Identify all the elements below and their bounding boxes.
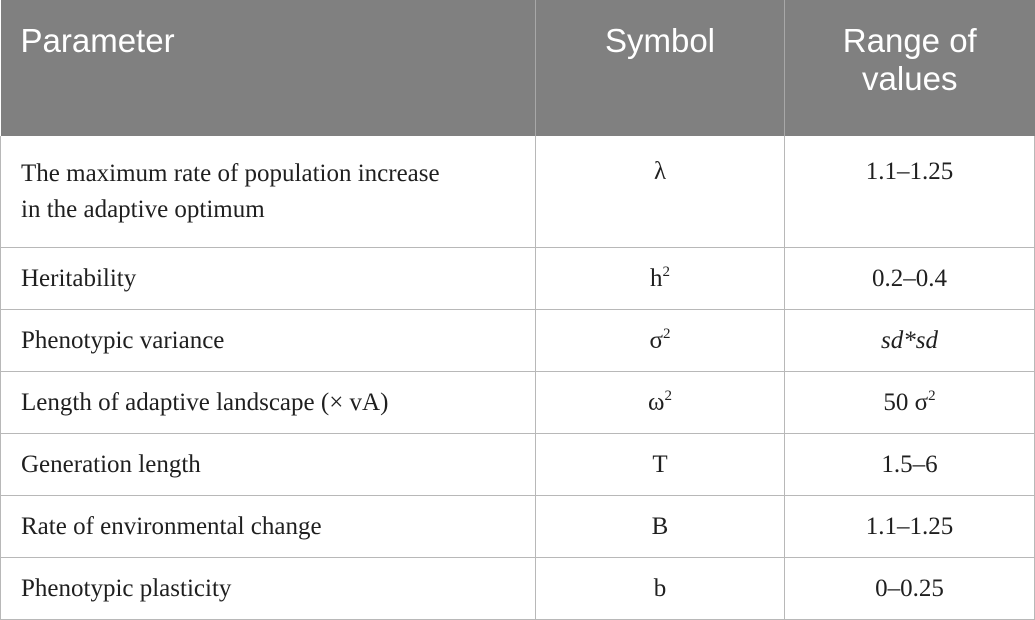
cell-range: 1.1–1.25 [785,136,1035,248]
parameter-text-line2: in the adaptive optimum [21,195,265,223]
header-range-line1: Range of [842,22,977,59]
parameter-text-line1: The maximum rate of population increase [21,159,440,187]
symbol-superscript: 2 [662,263,670,280]
header-range-of-values [785,0,1035,136]
header-parameter: Parameter [1,0,536,136]
cell-symbol: T [536,434,785,496]
table-row [1,136,1035,248]
cell-parameter: Length of adaptive landscape (× vA) [1,372,536,434]
cell-parameter: Rate of environmental change [1,496,536,558]
cell-range: 1.1–1.25 [785,496,1035,558]
symbol-base: h [650,264,663,292]
table-row [1,248,1035,310]
cell-parameter: Heritability [1,248,536,310]
table-row [1,558,1035,620]
cell-range: 0.2–0.4 [785,248,1035,310]
cell-symbol [536,248,785,310]
cell-parameter: Generation length [1,434,536,496]
symbol-superscript: 2 [662,325,671,342]
table-row [1,372,1035,434]
cell-symbol: b [536,558,785,620]
cell-symbol: λ [536,136,785,248]
cell-symbol [536,372,785,434]
cell-symbol: B [536,496,785,558]
header-row [1,0,1035,136]
symbol-base: ω [648,388,665,416]
cell-parameter [1,136,536,248]
cell-symbol [536,310,785,372]
cell-range: sd*sd [785,310,1035,372]
table-row [1,310,1035,372]
cell-parameter: Phenotypic variance [1,310,536,372]
symbol-superscript: 2 [664,387,672,404]
table-row [1,434,1035,496]
symbol-base: σ [649,326,663,354]
cell-range: 0–0.25 [785,558,1035,620]
cell-range: 1.5–6 [785,434,1035,496]
header-range-line2: values [862,60,958,97]
table-row [1,496,1035,558]
table-body [1,136,1035,620]
range-superscript: 2 [928,387,936,404]
table-header [1,0,1035,136]
header-symbol: Symbol [536,0,785,136]
cell-parameter: Phenotypic plasticity [1,558,536,620]
range-base: 50 σ [883,388,929,416]
cell-range [785,372,1035,434]
